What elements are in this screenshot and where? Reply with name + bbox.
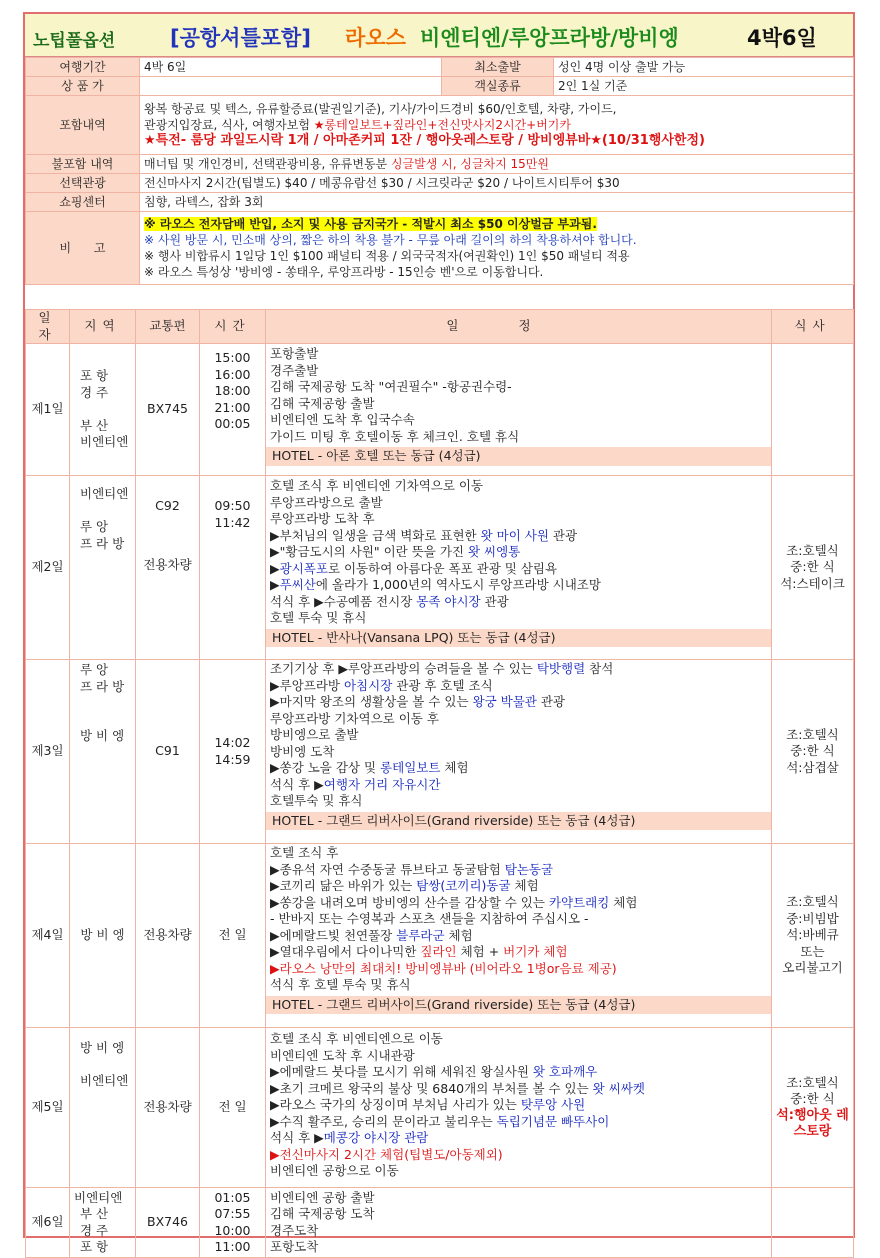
text: ▶쏭강 노을 감상 및 — [270, 760, 381, 775]
plan-line: 방비엥으로 출발 — [270, 727, 359, 742]
meal: 중:비빔밥 — [786, 910, 839, 926]
text: ▶"황금도시의 사원" 이란 뜻을 가진 — [270, 544, 468, 559]
plan-line: 가이드 미팅 후 호텔이동 후 체크인. 호텔 휴식 — [270, 428, 520, 444]
text: 석식 후 ▶ — [270, 1130, 324, 1145]
tag-label: [공항셔틀포함] — [170, 26, 311, 50]
meal: 조:호텔식 — [786, 542, 839, 558]
place: 루 앙 — [80, 519, 109, 534]
day-meals — [772, 660, 854, 844]
text: 석식 후 ▶수공예품 전시장 — [270, 593, 417, 609]
time: 15:00 — [214, 350, 251, 365]
day-plan — [266, 1188, 772, 1258]
incl-special: ★롱테일보트+짚라인+전신맛사지2시간+버기카 — [313, 118, 571, 132]
plan-line: 김해 국제공항 출발 — [270, 395, 375, 411]
note-line: ※ 라오스 특성상 '방비엥 - 쏭태우, 루앙프라방 - 15인승 벤'으로 이동합니다. — [144, 265, 544, 279]
text: ▶ — [270, 560, 280, 576]
place: 방 비 엥 — [80, 1040, 125, 1055]
place: 경 주 — [80, 1222, 109, 1238]
place: 부 산 — [80, 1206, 109, 1221]
sight: 탁밧행렬 — [536, 661, 586, 676]
day-row — [26, 660, 854, 844]
opt-value: 전신마사지 2시간(팁별도) $40 / 메콩유람선 $30 / 시크릿라군 $20 / 나이트시티투어 $30 — [140, 174, 854, 193]
note-label: 비 고 — [26, 212, 140, 285]
plan-line — [270, 678, 767, 695]
meal-special: 석:행아웃 레스토랑 — [776, 1107, 849, 1139]
incl-value — [140, 96, 854, 155]
text: ▶에메랄드 붓다를 모시기 위해 세워진 왕실사원 — [270, 1064, 533, 1079]
meal: 조:호텔식 — [786, 726, 839, 742]
text: ▶루앙프라방 — [270, 677, 344, 693]
day-row — [26, 476, 854, 660]
text: ▶초기 크메르 왕국의 불상 및 6840개의 부처를 볼 수 있는 — [270, 1080, 593, 1096]
place — [80, 401, 131, 418]
meal: 조:호텔식 — [786, 894, 839, 910]
sight: 여행자 거리 자유시간 — [323, 776, 441, 792]
room-label: 객실종류 — [442, 77, 554, 96]
place: 프 라 방 — [80, 535, 125, 551]
day-plan — [266, 660, 772, 844]
period-label: 여행기간 — [26, 58, 140, 77]
title-banner — [25, 14, 853, 57]
meal: 오리불고기 — [782, 960, 843, 976]
note-line: ※ 사원 방문 시, 민소매 상의, 짧은 하의 착용 불가 - 무릎 아래 길이의 하의 착용하셔야 합니다. — [144, 233, 637, 247]
place: 포 항 — [80, 368, 109, 384]
place: 비엔티엔 — [80, 1073, 129, 1088]
sight: 왓 마이 사원 — [480, 527, 549, 543]
day-label: 제3일 — [26, 660, 70, 844]
meal: 석:바베큐 — [786, 927, 839, 943]
plan-line: 경주출발 — [270, 362, 319, 378]
plan-line: 방비엥 도착 — [270, 743, 335, 759]
plan-line: 포항출발 — [270, 346, 319, 361]
route-label: 비엔티엔/루앙프라방/방비엥 — [420, 26, 679, 50]
time: 14:02 — [214, 735, 251, 750]
text: ▶수직 활주로, 승리의 문이라고 불리우는 — [270, 1113, 497, 1129]
time: 09:50 — [214, 498, 251, 513]
plan-line: 비엔티엔 도착 후 시내관광 — [270, 1047, 415, 1063]
text: 석식 후 ▶ — [270, 776, 324, 792]
note-value — [140, 212, 854, 285]
day-place: 방 비 엥 — [70, 844, 136, 1028]
plan-line: 루앙프라방 기차역으로 이동 후 — [270, 710, 439, 726]
sight: 광시폭포 — [279, 560, 328, 576]
day-times — [200, 660, 266, 844]
place: 프 라 방 — [80, 678, 125, 694]
plan-line: 루앙프라방으로 출발 — [270, 494, 383, 510]
time: 18:00 — [214, 383, 251, 398]
plan-line: 호텔 조식 후 비엔티엔으로 이동 — [270, 1031, 443, 1046]
day-transport — [136, 476, 200, 660]
room-value: 2인 1실 기준 — [554, 77, 854, 96]
plan-line: 김해 국제공항 도착 — [270, 1206, 375, 1221]
text: ▶라오스 국가의 상징이며 부처님 사리가 있는 — [270, 1097, 521, 1112]
time: 21:00 — [214, 399, 251, 415]
day-meals — [772, 844, 854, 1028]
plan-line: 석식 후 호텔 투숙 및 휴식 — [270, 977, 411, 992]
brand-label: 노팁풀옵션 — [33, 31, 116, 51]
day-row — [26, 1028, 854, 1188]
text: 참석 — [585, 661, 614, 676]
day-places — [70, 660, 136, 844]
text: ▶마지막 왕조의 생활상을 볼 수 있는 — [270, 694, 473, 709]
time: 11:00 — [214, 1239, 251, 1254]
sight: 탓루앙 사원 — [520, 1097, 586, 1112]
plan-line — [270, 661, 767, 678]
text: 체험 + — [456, 944, 504, 959]
sight: 왓 씨엥통 — [467, 544, 521, 559]
plan-line — [270, 561, 767, 578]
plan-line: 호텔 조식 후 — [270, 845, 339, 860]
day-label: 제6일 — [26, 1188, 70, 1258]
time: 01:05 — [214, 1189, 251, 1205]
day-time: 전 일 — [200, 844, 266, 1028]
day-transport: 전용차량 — [136, 1028, 200, 1188]
place: 비엔티엔 — [80, 434, 129, 450]
plan-line — [270, 528, 767, 545]
text: 관광 — [536, 694, 565, 709]
place — [80, 695, 131, 712]
place — [80, 1057, 131, 1074]
plan-line: 호텔 투숙 및 휴식 — [270, 610, 367, 625]
plan-line — [270, 1097, 767, 1114]
time: 00:05 — [214, 416, 251, 431]
plan-line: 비엔티엔 도착 후 입국수속 — [270, 412, 415, 427]
day-times — [200, 1188, 266, 1258]
transport: 전용차량 — [143, 556, 192, 572]
min-label: 최소출발 — [442, 58, 554, 77]
hotel-line: HOTEL - 그랜드 리버사이드(Grand riverside) 또는 동급 (4성급) — [266, 996, 771, 1015]
hdr-transport: 교통편 — [136, 310, 200, 344]
text: 에 올라가 1,000년의 역사도시 루앙프라방 시내조망 — [315, 577, 601, 592]
price-label: 상 품 가 — [26, 77, 140, 96]
place: 경 주 — [80, 384, 109, 400]
day-transport: BX746 — [136, 1188, 200, 1258]
plan-line: 호텔투숙 및 휴식 — [270, 793, 363, 808]
meal: 석:스테이크 — [780, 575, 845, 591]
hdr-plan: 일정 — [266, 310, 772, 344]
meal: 조:호텔식 — [786, 1074, 839, 1090]
hdr-time: 시간 — [200, 310, 266, 344]
text: ▶부처님의 일생을 금색 벽화로 표현한 — [270, 527, 481, 543]
text: 관광 후 호텔 조식 — [392, 677, 493, 693]
plan-line: ▶전신마사지 2시간 체험(팁별도/아동제외) — [270, 1146, 503, 1162]
place: 비엔티엔 — [80, 486, 129, 501]
special: 짚라인 — [420, 944, 457, 959]
day-times — [200, 476, 266, 660]
day-transport: 전용차량 — [136, 844, 200, 1028]
hotel-line: HOTEL - 아론 호텔 또는 동급 (4성급) — [266, 447, 771, 466]
plan-line: 김해 국제공항 도착 "여권필수" -항공권수령- — [270, 379, 512, 394]
incl-benefit: ★특전- 룸당 과일도시락 1개 / 아마존커피 1잔 / 행아웃레스토랑 / 방비엥뷰바★(10/31행사한정) — [144, 133, 705, 148]
day-places — [70, 476, 136, 660]
meal: 중:한 식 — [790, 559, 835, 575]
sight: 메콩강 야시장 관람 — [323, 1130, 429, 1145]
place: 방 비 엥 — [80, 728, 125, 743]
day-places — [70, 1028, 136, 1188]
sight: 왕궁 박물관 — [472, 694, 537, 709]
excl-value — [140, 155, 854, 174]
sight: 탐논동굴 — [504, 861, 554, 877]
day-time: 전 일 — [200, 1028, 266, 1188]
day-meals — [772, 344, 854, 476]
incl-line — [144, 117, 849, 133]
sight: 왓 호파깨우 — [532, 1064, 598, 1079]
place — [80, 503, 131, 520]
text: ▶에메랄드빛 천연풀장 — [270, 927, 397, 943]
plan-line — [270, 862, 767, 879]
sight: 롱테일보트 — [380, 760, 441, 775]
plan-line: 비엔티엔 공항으로 이동 — [270, 1163, 399, 1178]
time: 14:59 — [214, 751, 251, 767]
sight: 독립기념문 빠뚜사이 — [496, 1113, 610, 1129]
excl-single: 싱글발생 시, 싱글차지 15만원 — [390, 157, 549, 171]
shop-label: 쇼핑센터 — [26, 193, 140, 212]
day-places — [70, 344, 136, 476]
day-row — [26, 1188, 854, 1258]
meal: 석:삼겹살 — [786, 759, 839, 775]
plan-line — [270, 594, 767, 611]
day-plan — [266, 844, 772, 1028]
shop-value: 침향, 라텍스, 잡화 3회 — [140, 193, 854, 212]
day-label: 제2일 — [26, 476, 70, 660]
text: ▶ — [270, 577, 280, 592]
meal: 중:한 식 — [790, 1091, 835, 1106]
plan-line — [270, 777, 767, 794]
plan-line — [270, 760, 767, 777]
sight: 아침시장 — [343, 677, 393, 693]
sight: 블루라군 — [396, 927, 445, 943]
place: 부 산 — [80, 417, 109, 433]
plan-line: 루앙프라방 도착 후 — [270, 511, 375, 526]
plan-line: ▶라오스 낭만의 최대치! 방비엥뷰바 (비어라오 1병or음료 제공) — [270, 960, 617, 976]
plan-line — [270, 1130, 767, 1147]
text: ▶종유석 자연 수중동굴 튜브타고 동굴탐험 — [270, 861, 505, 877]
day-plan — [266, 344, 772, 476]
text: ▶열대우림에서 다이나믹한 — [270, 944, 421, 959]
hdr-meal: 식사 — [772, 310, 854, 344]
text: 체험 — [440, 760, 469, 775]
text: 체험 — [510, 878, 539, 893]
place — [80, 712, 131, 729]
sight: 탐쌍(코끼리)동굴 — [416, 878, 511, 893]
plan-line: 포항도착 — [270, 1239, 319, 1254]
day-times — [200, 344, 266, 476]
incl-label: 포함내역 — [26, 96, 140, 155]
price-value — [140, 77, 442, 96]
sight: 몽족 야시장 — [416, 593, 481, 609]
incl-text: 관광지입장료, 식사, 여행자보험 — [144, 118, 314, 132]
excl-label: 불포함 내역 — [26, 155, 140, 174]
day-label: 제4일 — [26, 844, 70, 1028]
text: 로 이동하여 아름다운 폭포 관광 및 삼림욕 — [327, 560, 558, 576]
text: 체험 — [444, 927, 473, 943]
period-value: 4박 6일 — [140, 58, 442, 77]
info-table — [25, 57, 854, 285]
plan-line — [270, 878, 767, 895]
plan-line — [270, 1081, 767, 1098]
plan-line: 호텔 조식 후 비엔티엔 기차역으로 이동 — [270, 478, 484, 493]
text: 관광 — [480, 593, 509, 609]
sight: 왓 씨싸켓 — [592, 1080, 645, 1096]
plan-line — [270, 577, 767, 594]
place: 루 앙 — [80, 662, 109, 677]
place: 비엔티엔 — [74, 1189, 123, 1205]
plan-line — [270, 928, 767, 945]
plan-line — [270, 1064, 767, 1081]
place: 포 항 — [80, 1239, 109, 1254]
hdr-day: 일자 — [26, 310, 70, 344]
meal: 중:한 식 — [790, 743, 835, 759]
schedule-table — [25, 309, 854, 1258]
day-meals — [772, 1028, 854, 1188]
incl-line: 왕복 항공료 및 텍스, 유류할증료(발권일기준), 기사/가이드경비 $60/인호텔, 차량, 가이드, — [144, 102, 617, 116]
day-label: 제1일 — [26, 344, 70, 476]
time: 10:00 — [214, 1222, 251, 1238]
day-meals — [772, 476, 854, 660]
hotel-line: HOTEL - 그랜드 리버사이드(Grand riverside) 또는 동급 (4성급) — [266, 812, 771, 831]
day-label: 제5일 — [26, 1028, 70, 1188]
plan-line: 경주도착 — [270, 1222, 319, 1238]
plan-line — [270, 1114, 767, 1131]
day-transport: C91 — [136, 660, 200, 844]
sight: 푸씨산 — [279, 577, 316, 592]
day-transport: BX745 — [136, 344, 200, 476]
time: 11:42 — [214, 514, 251, 530]
day-meals — [772, 1188, 854, 1258]
special: 버기카 체험 — [503, 944, 568, 959]
country-label: 라오스 — [345, 26, 406, 50]
plan-line — [270, 544, 767, 561]
hotel-line: HOTEL - 반사나(Vansana LPQ) 또는 동급 (4성급) — [266, 629, 771, 648]
day-plan — [266, 476, 772, 660]
min-value: 성인 4명 이상 출발 가능 — [554, 58, 854, 77]
text: 조기기상 후 ▶루앙프라방의 승려들을 볼 수 있는 — [270, 661, 537, 676]
day-row — [26, 344, 854, 476]
plan-line: 비엔티엔 공항 출발 — [270, 1189, 375, 1205]
time: 16:00 — [214, 366, 251, 382]
time: 07:55 — [214, 1206, 251, 1221]
transport: C92 — [155, 498, 180, 513]
opt-label: 선택관광 — [26, 174, 140, 193]
day-row — [26, 844, 854, 1028]
note-line — [144, 216, 849, 232]
text: 관광 — [548, 527, 578, 543]
text: ▶코끼리 닮은 바위가 있는 — [270, 878, 417, 893]
plan-line: - 반바지 또는 수영복과 스포츠 샌들을 지참하여 주십시오 - — [270, 911, 589, 926]
duration-label: 4박6일 — [747, 26, 817, 50]
day-places — [70, 1188, 136, 1258]
note-line: ※ 행사 비합류시 1일당 1인 $100 패널티 적용 / 외국국적자(여권확인) 1인 $50 패널티 적용 — [144, 249, 630, 263]
plan-line — [270, 895, 767, 912]
hdr-place: 지역 — [70, 310, 136, 344]
note-text: ※ 라오스 전자담배 반입, 소지 및 사용 금지국가 - 적발시 최소 $50 이상벌금 부과됨. — [144, 217, 597, 231]
meal: 또는 — [800, 943, 825, 959]
excl-text: 매너팁 및 개인경비, 선택관광비용, 유류변동분 — [144, 157, 391, 171]
plan-line — [270, 944, 767, 961]
sight: 카약트래킹 — [548, 894, 610, 910]
text: ▶쏭강을 내려오며 방비엥의 산수를 감상할 수 있는 — [270, 894, 549, 910]
text: 체험 — [609, 894, 638, 910]
day-plan — [266, 1028, 772, 1188]
plan-line — [270, 694, 767, 711]
